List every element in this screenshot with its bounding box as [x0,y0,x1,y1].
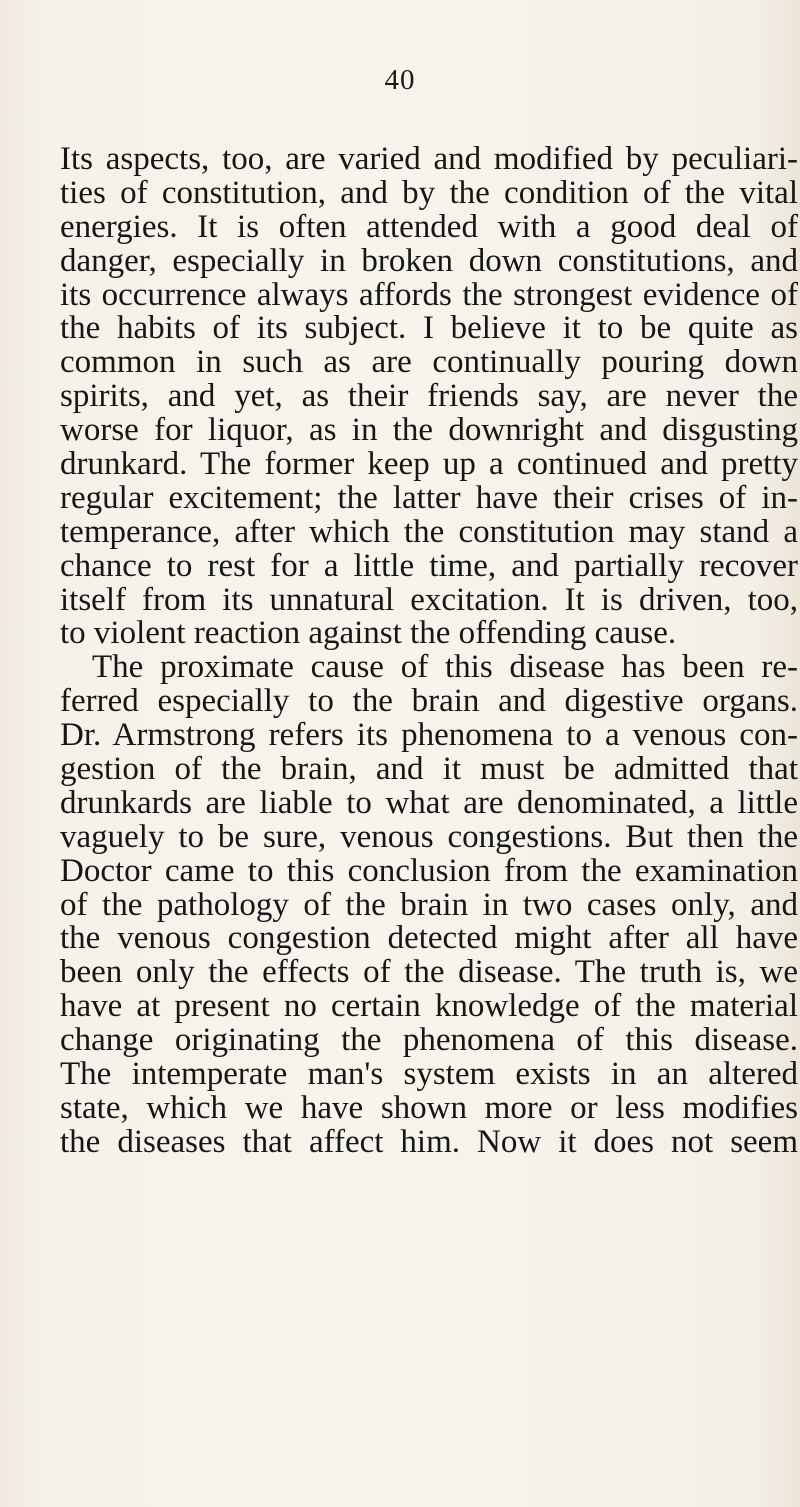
text-line: ferred especially to the brain and digestive organs. [60,683,798,720]
text-line: to violent reaction against the offending cause. [60,615,677,652]
text-line: itself from its unnatural excitation. It is driven, too, [60,581,798,618]
text-line: ties of constitution, and by the condition of the vital [60,174,798,211]
text-line: danger, especially in broken down constitutions, and [60,242,798,279]
text-line: spirits, and yet, as their friends say, are never the [60,378,798,415]
text-line: worse for liquor, as in the downright and disgusting [60,412,798,449]
text-line: of the pathology of the brain in two cases only, and [60,886,798,923]
text-line: the diseases that affect him. Now it does not seem [60,1123,798,1160]
text-line: temperance, after which the constitution may stand a [60,513,798,550]
text-line: vaguely to be sure, venous congestions. But then the [60,818,798,855]
text-line: the venous congestion detected might after all have [60,920,798,957]
text-line: state, which we have shown more or less modifies [60,1089,798,1126]
text-line: common in such as are continually pouring down [60,344,798,381]
text-line: energies. It is often attended with a good deal of [60,208,798,245]
text-line: the habits of its subject. I believe it to be quite as [60,310,798,347]
text-line: gestion of the brain, and it must be admitted that [60,751,798,788]
text-line: its occurrence always affords the strongest evidence of [60,276,798,313]
text-line: Dr. Armstrong refers its phenomena to a venous con- [60,717,798,754]
text-line: change originating the phenomena of this disease. [60,1022,798,1059]
body-text [60,143,798,1160]
text-line: regular excitement; the latter have their crises of in- [60,479,798,516]
text-line: drunkards are liable to what are denominated, a little [60,784,798,821]
text-line: The proximate cause of this disease has been re- [92,649,798,686]
text-line: Doctor came to this conclusion from the examination [60,852,798,889]
page-number: 40 [384,64,416,96]
text-line: have at present no certain knowledge of the material [60,988,798,1025]
text-line: been only the effects of the disease. The truth is, we [60,954,798,991]
text-line: chance to rest for a little time, and partially recover [60,547,798,584]
text-line: The intemperate man's system exists in an altered [60,1056,798,1093]
text-line: Its aspects, too, are varied and modified by peculiari- [60,141,798,177]
text-line: drunkard. The former keep up a continued and pretty [60,446,798,483]
